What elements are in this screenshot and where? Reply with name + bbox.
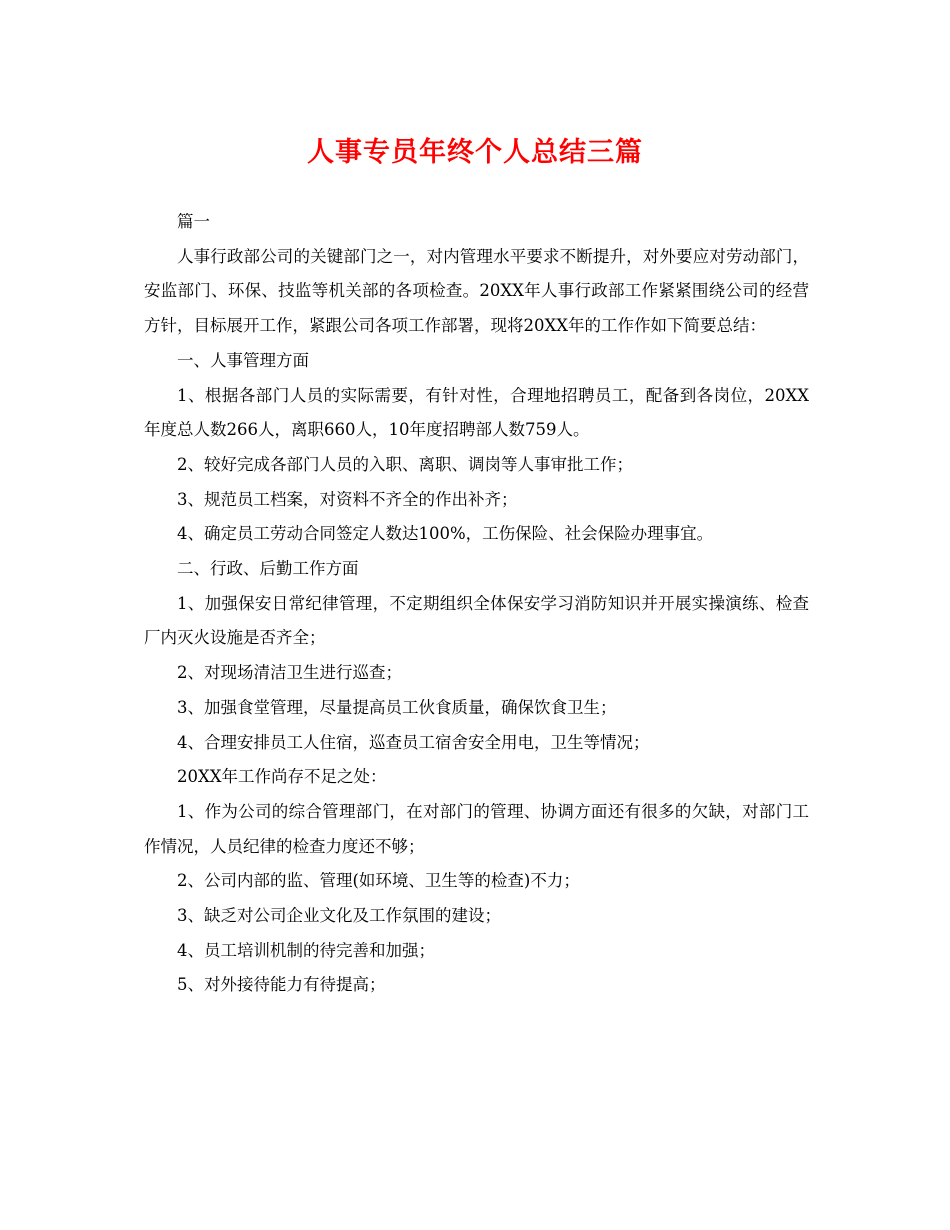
list-item: 1、加强保安日常纪律管理，不定期组织全体保安学习消防知识并开展实操演练、检查厂内灭火设施是否齐全； <box>144 593 809 648</box>
list-item: 1、作为公司的综合管理部门，在对部门的管理、协调方面还有很多的欠缺，对部门工作情况，人员纪律的检查力度还不够； <box>144 801 809 856</box>
list-item: 2、对现场清洁卫生进行巡查； <box>177 663 402 683</box>
section-heading: 一、人事管理方面 <box>177 350 309 370</box>
list-item: 1、根据各部门人员的实际需要，有针对性，合理地招聘员工，配备到各岗位，20XX年度总人数266人，离职660人，10年度招聘部人数759人。 <box>144 385 809 440</box>
list-item: 4、员工培训机制的待完善和加强； <box>177 940 435 960</box>
document-title: 人事专员年终个人总结三篇 <box>307 137 643 168</box>
list-item: 3、加强食堂管理，尽量提高员工伙食质量，确保饮食卫生； <box>177 697 617 717</box>
intro-paragraph: 人事行政部公司的关键部门之一，对内管理水平要求不断提升，对外要应对劳动部门，安监部门、环保、技监等机关部的各项检查。20XX年人事行政部工作紧紧围绕公司的经营方针，目标展开工作，紧跟公司各项工作部署，现将20XX年的工作作如下简要总结： <box>144 246 809 336</box>
section-heading: 篇一 <box>177 212 210 231</box>
section-heading: 20XX年工作尚存不足之处： <box>177 767 387 787</box>
list-item: 4、确定员工劳动合同签定人数达100%，工伤保险、社会保险办理事宜。 <box>177 524 714 544</box>
section-heading: 二、行政、后勤工作方面 <box>177 559 359 579</box>
list-item: 3、规范员工档案，对资料不齐全的作出补齐； <box>177 489 518 509</box>
list-item: 3、缺乏对公司企业文化及工作氛围的建设； <box>177 906 501 926</box>
list-item: 2、较好完成各部门人员的入职、离职、调岗等人事审批工作； <box>177 454 633 474</box>
list-item: 2、公司内部的监、管理(如环境、卫生等的检查)不力； <box>177 871 580 891</box>
list-item: 5、对外接待能力有待提高； <box>177 975 386 995</box>
document-body <box>144 205 809 1003</box>
list-item: 4、合理安排员工人住宿，巡查员工宿舍安全用电，卫生等情况； <box>177 732 650 752</box>
